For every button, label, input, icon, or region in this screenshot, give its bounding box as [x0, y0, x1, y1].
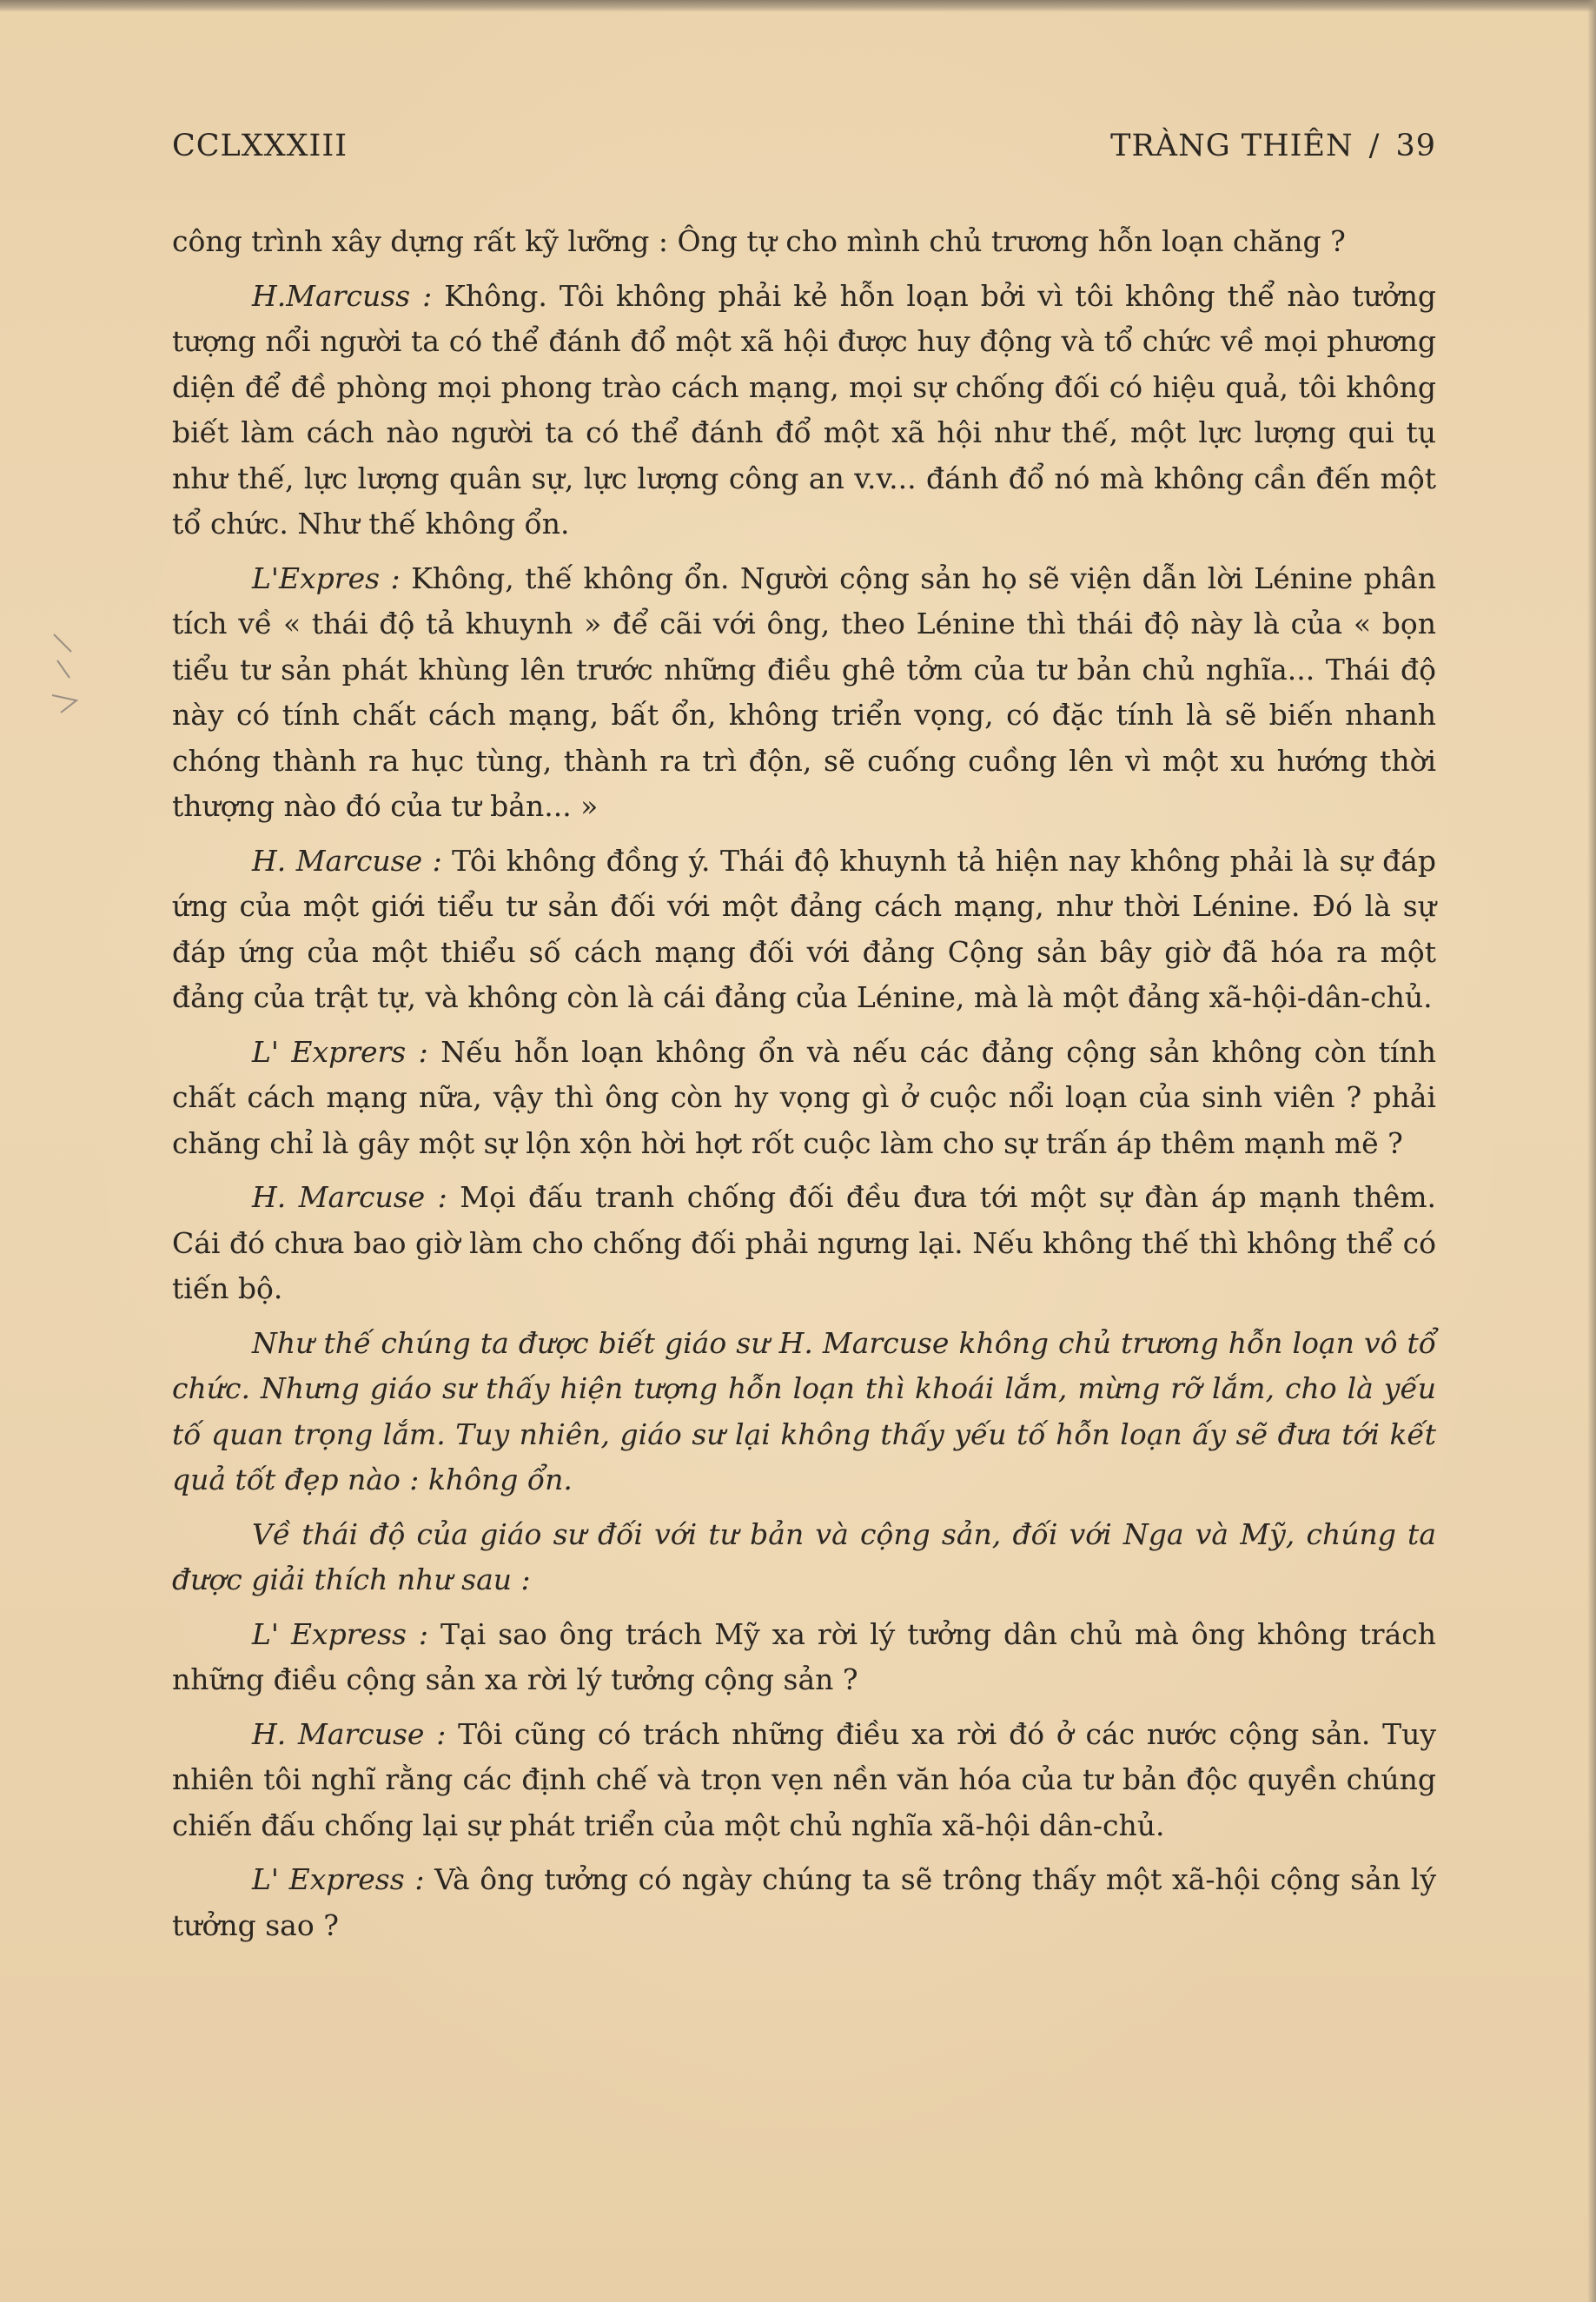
paragraph: [172, 1857, 1436, 1948]
speaker-label: L' Express :: [252, 1862, 425, 1896]
paragraph: [172, 1030, 1436, 1167]
paragraph-text: công trình xây dựng rất kỹ lưỡng : Ông tự cho mình chủ trương hỗn loạn chăng ?: [172, 224, 1346, 258]
paragraph: [172, 219, 1436, 265]
speaker-label: L' Express :: [252, 1616, 429, 1651]
page-right-edge: [1587, 0, 1596, 2302]
paragraph-text: Mọi đấu tranh chống đối đều đưa tới một sự đàn áp mạnh thêm. Cái đó chưa bao giờ làm cho chống đối phải ngưng lại. Nếu không thế thì không thể có tiến bộ.: [172, 1180, 1437, 1305]
speaker-label: H.Marcuss :: [252, 278, 433, 313]
paragraph-text: Không. Tôi không phải kẻ hỗn loạn bởi vì tôi không thể nào tưởng tượng nổi người ta có thể đánh đổ một xã hội được huy động và tổ chức về mọi phương diện để đề phòng mọi phong trào cách mạng, mọi sự chống đối có hiệu quả, tôi không biết làm cách nào người ta có thể đánh đổ một xã hội như thế, một lực lượng qui tụ như thế, lực lượng quân sự, lực lượng công an v.v... đánh đổ nó mà không cần đến một tổ chức. Như thế không ổn.: [172, 278, 1436, 541]
page-number: 39: [1395, 129, 1436, 163]
speaker-label: L' Exprers :: [252, 1034, 428, 1069]
paragraph-text: Tôi không đồng ý. Thái độ khuynh tả hiện nay không phải là sự đáp ứng của một giới tiểu tư sản đối với một đảng cách mạng, như thời Lénine. Đó là sự đáp ứng của một thiểu số cách mạng đối với đảng Cộng sản bây giờ đã hóa ra một đảng của trật tự, và không còn là cái đảng của Lénine, mà là một đảng xã-hội-dân-chủ.: [172, 843, 1436, 1014]
paragraph: [172, 839, 1436, 1021]
header-roman-numeral: CCLXXXIII: [172, 129, 348, 163]
paragraph-text: Và ông tưởng có ngày chúng ta sẽ trông thấy một xã-hội cộng sản lý tưởng sao ?: [172, 1862, 1436, 1942]
margin-pencil-mark: [45, 626, 80, 730]
speaker-label: L'Expres :: [252, 561, 401, 595]
header-separator: /: [1368, 129, 1381, 163]
paragraph-text: Về thái độ của giáo sư đối với tư bản và cộng sản, đối với Nga và Mỹ, chúng ta được giải thích như sau :: [172, 1516, 1436, 1596]
page-top-edge: [0, 0, 1596, 12]
paragraph: [172, 556, 1436, 830]
running-header: [172, 129, 1436, 172]
paragraph-text: Nếu hỗn loạn không ổn và nếu các đảng cộng sản không còn tính chất cách mạng nữa, vậy thì ông còn hy vọng gì ở cuộc nổi loạn của sinh viên ? phải chăng chỉ là gây một sự lộn xộn hời hợt rốt cuộc làm cho sự trấn áp thêm mạnh mẽ ?: [172, 1034, 1436, 1160]
paragraph: [172, 1712, 1436, 1849]
editorial-paragraph: [172, 1512, 1436, 1603]
speaker-label: H. Marcuse :: [252, 1180, 447, 1214]
speaker-label: H. Marcuse :: [252, 1716, 447, 1751]
paragraph-text: Tôi cũng có trách những điều xa rời đó ở các nước cộng sản. Tuy nhiên tôi nghĩ rằng các định chế và trọn vẹn nền văn hóa của tư bản độc quyền chúng chiến đấu chống lại sự phát triển của một chủ nghĩa xã-hội dân-chủ.: [172, 1716, 1436, 1842]
paragraph-text: Không, thế không ổn. Người cộng sản họ sẽ viện dẫn lời Lénine phân tích về « thái độ tả khuynh » để cãi với ông, theo Lénine thì thái độ này là của « bọn tiểu tư sản phát khùng lên trước những điều ghê tởm của tư bản chủ nghĩa... Thái độ này có tính chất cách mạng, bất ổn, không triển vọng, có đặc tính là sẽ biến nhanh chóng thành ra hục tùng, thành ra trì độn, sẽ cuống cuồng lên vì một xu hướng thời thượng nào đó của tư bản... »: [172, 561, 1436, 823]
editorial-paragraph: [172, 1321, 1436, 1503]
page-body: [172, 219, 1436, 1957]
paragraph-text: Như thế chúng ta được biết giáo sư H. Marcuse không chủ trương hỗn loạn vô tổ chức. Nhưng giáo sư thấy hiện tượng hỗn loạn thì khoái lắm, mừng rỡ lắm, cho là yếu tố quan trọng lắm. Tuy nhiên, giáo sư lại không thấy yếu tố hỗn loạn ấy sẽ đưa tới kết quả tốt đẹp nào : không ổn.: [172, 1325, 1436, 1496]
paragraph: [172, 274, 1436, 547]
paragraph: [172, 1175, 1436, 1312]
header-section-title: TRÀNG THIÊN: [1110, 129, 1354, 163]
paragraph: [172, 1612, 1436, 1703]
header-right: [1110, 129, 1436, 163]
speaker-label: H. Marcuse :: [252, 843, 442, 878]
paragraph-text: Tại sao ông trách Mỹ xa rời lý tưởng dân chủ mà ông không trách những điều cộng sản xa rời lý tưởng cộng sản ?: [172, 1616, 1436, 1696]
